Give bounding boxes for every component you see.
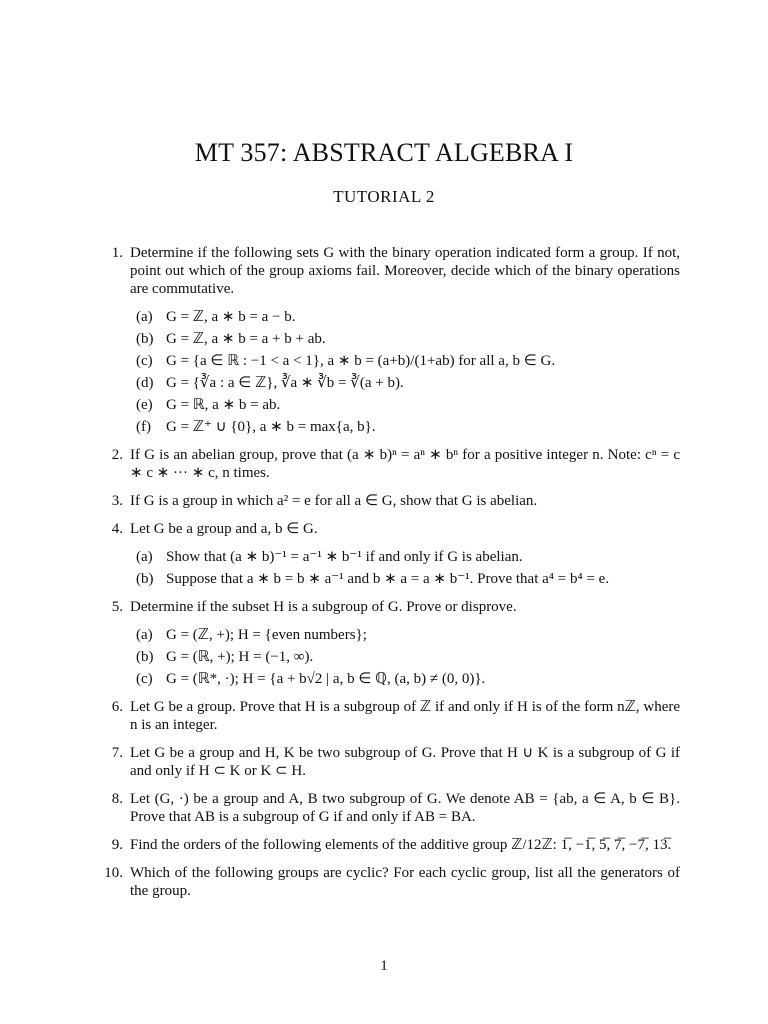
document-title: MT 357: ABSTRACT ALGEBRA I xyxy=(194,138,574,167)
problem-text: Let (G, ·) be a group and A, B two subgroup of G. We denote AB = {ab, a ∈ A, b ∈ B}. Prove that AB is a subgroup of G if and only if AB = BA. xyxy=(130,791,680,825)
problem-text: Let G be a group and a, b ∈ G. xyxy=(130,521,318,537)
problem-text: Let G be a group and H, K be two subgroup of G. Prove that H ∪ K is a subgroup of G if and only if H ⊂ K or K ⊂ H. xyxy=(130,745,680,779)
problem-text: Determine if the subset H is a subgroup of G. Prove or disprove. xyxy=(130,599,517,615)
subproblem-label: (c) xyxy=(136,671,153,687)
subproblem xyxy=(136,418,680,436)
problem-text: If G is a group in which a² = e for all a ∈ G, show that G is abelian. xyxy=(130,493,538,509)
problem-number: 7. xyxy=(111,745,123,761)
subproblem-text: G = {a ∈ ℝ : −1 < a < 1}, a ∗ b = (a+b)/(1+ab) for all a, b ∈ G. xyxy=(166,353,556,369)
problem-text: If G is an abelian group, prove that (a ∗ b)ⁿ = aⁿ ∗ bⁿ for a positive integer n. Note: cⁿ = c ∗ c ∗ ··· ∗ c, n times. xyxy=(130,447,680,481)
subproblem-list xyxy=(130,548,680,588)
subproblem xyxy=(136,374,680,392)
subproblem xyxy=(136,330,680,348)
problem-4 xyxy=(96,520,680,588)
subproblem xyxy=(136,308,680,326)
problem-3 xyxy=(96,492,680,510)
problem-text: Which of the following groups are cyclic? For each cyclic group, list all the generators of the group. xyxy=(130,865,680,899)
document-subtitle: TUTORIAL 2 xyxy=(333,187,435,206)
problem-6 xyxy=(96,698,680,734)
subproblem-text: G = ℤ, a ∗ b = a − b. xyxy=(166,309,296,325)
subproblem-label: (f) xyxy=(136,419,151,435)
subproblem xyxy=(136,670,680,688)
subproblem-label: (e) xyxy=(136,397,153,413)
subproblem xyxy=(136,396,680,414)
problem-8 xyxy=(96,790,680,826)
subproblem-list xyxy=(130,626,680,688)
problem-list xyxy=(96,244,680,910)
subproblem-text: G = ℤ⁺ ∪ {0}, a ∗ b = max{a, b}. xyxy=(166,419,376,435)
problem-10 xyxy=(96,864,680,900)
subproblem-text: G = ℤ, a ∗ b = a + b + ab. xyxy=(166,331,326,347)
subproblem-label: (a) xyxy=(136,549,153,565)
subproblem-label: (d) xyxy=(136,375,154,391)
problem-text: Let G be a group. Prove that H is a subgroup of ℤ if and only if H is of the form nℤ, where n is an integer. xyxy=(130,699,680,733)
page-number: 1 xyxy=(380,958,388,974)
problem-number: 3. xyxy=(111,493,123,509)
problem-text: Determine if the following sets G with the binary operation indicated form a group. If not, point out which of the group axioms fail. Moreover, decide which of the binary operations are commutative. xyxy=(130,245,680,297)
subproblem-label: (a) xyxy=(136,627,153,643)
subproblem-text: G = {∛a : a ∈ ℤ}, ∛a ∗ ∛b = ∛(a + b). xyxy=(166,375,404,391)
subproblem-label: (b) xyxy=(136,571,154,587)
subproblem-label: (b) xyxy=(136,649,154,665)
problem-number: 4. xyxy=(111,521,123,537)
problem-number: 10. xyxy=(104,865,123,881)
subproblem-text: Suppose that a ∗ b = b ∗ a⁻¹ and b ∗ a = a ∗ b⁻¹. Prove that a⁴ = b⁴ = e. xyxy=(166,571,610,587)
problem-number: 8. xyxy=(111,791,123,807)
subproblem-list xyxy=(130,308,680,436)
problem-7 xyxy=(96,744,680,780)
problem-number: 6. xyxy=(111,699,123,715)
problem-9 xyxy=(96,836,680,854)
problem-5 xyxy=(96,598,680,688)
subproblem-label: (b) xyxy=(136,331,154,347)
problem-number: 1. xyxy=(111,245,123,261)
subproblem-label: (a) xyxy=(136,309,153,325)
problem-text: Find the orders of the following elements of the additive group ℤ/12ℤ: 1̅, −1̅, 5̅, 7̅, −7̅, 13̅. xyxy=(130,837,672,853)
problem-number: 5. xyxy=(111,599,123,615)
subproblem-text: G = (ℝ, +); H = (−1, ∞). xyxy=(166,649,314,665)
subproblem-text: G = (ℝ*, ·); H = {a + b√2 | a, b ∈ ℚ, (a, b) ≠ (0, 0)}. xyxy=(166,671,486,687)
problem-2 xyxy=(96,446,680,482)
subproblem-text: G = (ℤ, +); H = {even numbers}; xyxy=(166,627,367,643)
subproblem-label: (c) xyxy=(136,353,153,369)
subproblem xyxy=(136,548,680,566)
subproblem xyxy=(136,626,680,644)
subproblem xyxy=(136,648,680,666)
subproblem xyxy=(136,352,680,370)
problem-number: 9. xyxy=(111,837,123,853)
subproblem-text: G = ℝ, a ∗ b = ab. xyxy=(166,397,281,413)
problem-number: 2. xyxy=(111,447,123,463)
problem-1 xyxy=(96,244,680,436)
subproblem-text: Show that (a ∗ b)⁻¹ = a⁻¹ ∗ b⁻¹ if and only if G is abelian. xyxy=(166,549,523,565)
subproblem xyxy=(136,570,680,588)
